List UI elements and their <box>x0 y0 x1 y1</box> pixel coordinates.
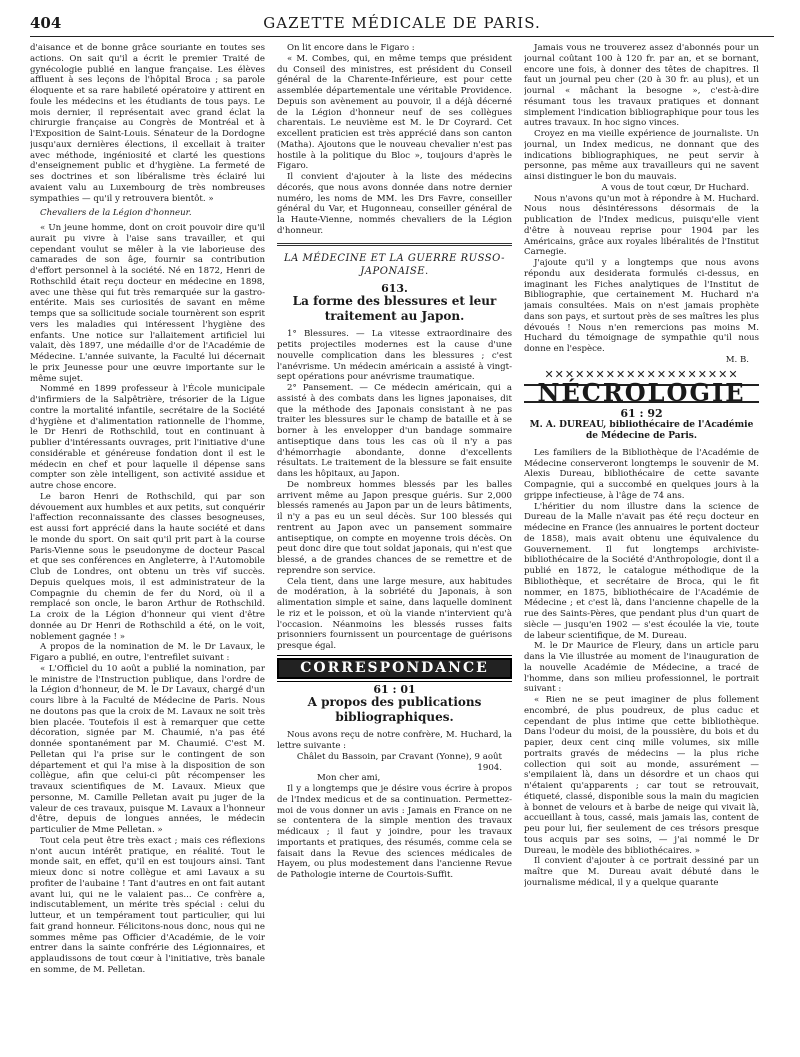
columns <box>30 43 774 1048</box>
paragraph: « L'Officiel du 10 août a publié la nomination, par le ministre de l'Instruction publique, dans l'ordre de la Légion d'honneur, de M. le Dr Lavaux, chargé d'un cours libre à la Faculté de Médecine de Paris. Nous ne doutons pas que la croix de M. Lavaux ne soit très bien placée. Toutefois il est à remarquer que cette décoration, signée par M. Chaumié, n'a pas été donnée spontanément par M. Chaumié. C'est M. Pelletan qui l'a prise sur le contingent de son département et qui l'a mise à la disposition de son collègue, afin que celui-ci pût récompenser les travaux scientifiques de M. Lavaux. Mieux que personne, M. Camille Pelletan avait pu juger de la valeur de ces travaux, puisque M. Lavaux a l'honneur d'être, depuis de longues années, le médecin particulier de Mme Pelletan. » <box>30 663 265 835</box>
paragraph: Tout cela peut être très exact ; mais ces réflexions n'ont aucun intérêt pratique, en réalité. Tout le monde sait, en effet, qu'il en est toujours ainsi. Tant mieux donc si notre collègue et ami Lavaux a su profiter de l'aubaine ! Tant d'autres en ont fait autant avant lui, qui ne le valaient pas... Ce confrère a, indiscutablement, un mérite très spécial : celui du lutteur, et un tempérament tout particulier, qui lui fait grand honneur. Félicitons-nous donc, nous qui ne sommes même pas Officier d'Académie, de le voir entrer dans la sainte confrérie des Légionnaires, et applaudissons de tout cœur à l'initiative, très banale en somme, de M. Pelletan. <box>30 835 265 975</box>
paragraph: Les familiers de la Bibliothèque de l'Académie de Médecine conserveront longtemps le souvenir de M. Alexis Dureau, bibliothécaire de cette savante Compagnie, qui a succombé en quelques jours à la grippe infectieuse, à l'âge de 74 ans. <box>524 447 759 501</box>
paragraph: Le baron Henri de Rothschild, qui par son dévouement aux humbles et aux petits, sut conquérir l'affection reconnaissante des classes besogneuses, est aussi fort apprécié dans la haute société et dans le monde du sport. On sait qu'il prit part à la course Paris-Vienne sous le pseudonyme de docteur Pascal et que ses conférences en Angleterre, à l'Automobile Club de Londres, ont obtenu un très vif succès. Depuis quelques mois, il est administrateur de la Compagnie du chemin de fer du Nord, où il a remplacé son oncle, le baron Arthur de Rothschild. La croix de la Légion d'honneur qui vient d'être donnée au Dr Henri de Rothschild a été, on le voit, noblement gagnée ! » <box>30 491 265 642</box>
article-number: 61 : 92 <box>620 407 663 420</box>
paragraph: Jamais vous ne trouverez assez d'abonnés pour un journal coûtant 100 à 120 fr. par an, et se bornant, encore une fois, à donner des têtes de chapitres. Il faut un journal peu cher (20 à 30 fr. au plus), et un journal « mâchant la besogne », c'est-à-dire résumant tous les travaux pratiques et donnant simplement l'indication bibliographique pour tous les autres travaux. In hoc signo vinces. <box>524 43 759 129</box>
article-title: A propos des publications bibliographiques. <box>307 695 482 725</box>
paragraph: Il y a longtemps que je désire vous écrire à propos de l'Index medicus et de sa continuation. Permettez-moi de vous donner un avis : Jamais en France on ne se contentera de la simple mention des travaux médicaux ; il faut y joindre, pour les travaux importants et pratiques, des résumés, comme cela se faisait dans la Revue des sciences médicales de Hayem, ou plus modestement dans l'ancienne Revue de Pathologie interne de Courtois-Suffit. <box>277 784 512 880</box>
article-title: M. A. DUREAU, bibliothécaire de l'Académie de Médecine de Paris. <box>529 419 754 441</box>
paragraph: M. le Dr Maurice de Fleury, dans un article paru dans la Vie illustrée au moment de l'inauguration de la nouvelle Académie de Médecine, a tracé de l'homme, dans son milieu professionnel, le portrait suivant : <box>524 641 759 695</box>
column-1 <box>30 43 265 1048</box>
paragraph: d'aisance et de bonne grâce souriante en toutes ses actions. On sait qu'il a écrit le premier Traité de gynécologie publié en langue française. Les élèves affluent à ses leçons de l'hôpital Broca ; sa parole éloquente et sa rare habileté opératoire y attirent en foule les médecins et les étudiants de tous pays. Le mois dernier, il représentait avec grand éclat la chirurgie française au Congrès de Montréal et à l'Exposition de Saint-Louis. Sénateur de la Dordogne jusqu'aux dernières élections, il excellait à traiter avec méthode, ingéniosité et clarté les questions d'enseignement public et d'hygiène. La fermeté de ses doctrines et son libéralisme très éclairé lui avaient valu au Luxembourg de très nombreuses sympathies — qu'il y retrouvera bientôt. » <box>30 43 265 204</box>
page-header <box>30 14 774 37</box>
article-title: La forme des blessures et leur traitement au Japon. <box>292 294 497 324</box>
paragraph: De nombreux hommes blessés par les balles arrivent même au Japon presque guéris. Sur 2,000 blessés ramenés au Japon par un de leurs bâtiments, il n'y a pas eu un seul décès. Sur 100 blessés qui rentrent au Japon avec un pansement sommaire antiseptique, on compte en moyenne trois décès. On peut donc dire que tout soldat japonais, qui n'est que blessé, a de grandes chances de se remettre et de reprendre son service. <box>277 479 512 576</box>
divider <box>277 243 512 246</box>
paragraph: « Rien ne se peut imaginer de plus follement encombré, de plus poudreux, de plus caduc et cependant de plus intime que cette bibliothèque. Dans l'odeur du moisi, de la poussière, du bois et du papier, deux cent cinq mille volumes, six mille portraits gravés de médecins — la plus riche collection qui soit au monde, assurément — s'empilaient là, dans un désordre et un chaos qui n'étaient qu'apparents ; car tout se retrouvait, étiqueté, classé, disponible sous la main du magicien à bonnet de velours et à barbe de neige qui vivait là, accueillant à tous, cassé, mais jamais las, content de peu pour lui, fier seulement de ces trésors presque tous acquis par ses soins, — j'ai nommé le Dr Dureau, le modèle des bibliothécaires. » <box>524 695 759 856</box>
article-number: 613. <box>381 281 408 295</box>
section-title: LA MÉDECINE ET LA GUERRE RUSSO-JAPONAISE. <box>283 252 506 277</box>
letter-place: Châlet du Bassoin, par Cravant (Yonne), 9 août 1904. <box>296 751 502 773</box>
journal-title: GAZETTE MÉDICALE DE PARIS. <box>263 14 541 32</box>
necrologie-heading: NÉCROLOGIE <box>524 384 759 403</box>
paragraph: Croyez en ma vieille expérience de journaliste. Un journal, un Index medicus, ne donnant que des indications bibliographiques, ne peut servir à personne, pas même aux travailleurs qui ne savent ainsi distinguer le bon du mauvais. <box>524 129 759 182</box>
letter-signature: A vous de tout cœur, Dr Huchard. <box>601 182 749 193</box>
paragraph: J'ajoute qu'il y a longtemps que nous avons répondu aux desiderata formulés ci-dessus, en imaginant les Fiches analytiques de l'Institut de Bibliographie, que certainement M. Huchard n'a jamais consultées. Mais on n'est jamais prophète dans son pays, et surtout près de ses maîtres les plus dévoués ! Nous n'en remercions pas moins M. Huchard du témoignage de sympathie qu'il nous donne en l'espèce. <box>524 258 759 354</box>
paragraph: On lit encore dans le Figaro : <box>287 43 415 53</box>
column-3 <box>524 43 759 1048</box>
paragraph: Il convient d'ajouter à ce portrait dessiné par un maître que M. Dureau avait débuté dans le journalisme médical, il y a quelque quarante <box>524 856 759 888</box>
paragraph: 2° Pansement. — Ce médecin américain, qui a assisté à des combats dans les lignes japonaises, dit que la méthode des Japonais consistant à ne pas traiter les blessures sur le champ de bataille et à se borner à les envelopper d'un bandage sommaire antiseptique dans tous les cas où il n'y a pas d'hémorrhagie abondante, donne d'excellents résultats. Le traitement de la blessure se fait ensuite dans les hôpitaux, au Japon. <box>277 383 512 479</box>
paragraph: Cela tient, dans une large mesure, aux habitudes de modération, à la sobriété du Japonais, à son alimentation simple et saine, dans laquelle dominent le riz et le poisson, et où la viande n'intervient qu'à l'occasion. Néanmoins les blessés russes faits prisonniers fournissent un pourcentage de guérisons presque égal. <box>277 576 512 651</box>
subheading: Chevaliers de la Légion d'honneur. <box>40 208 192 219</box>
page-number: 404 <box>30 14 62 32</box>
paragraph: Nommé en 1899 professeur à l'École municipale d'infirmiers de la Salpêtrière, trésorier de la Ligue contre la mortalité infantile, secrétaire de la Société d'hygiène et d'alimentation rationnelle de l'homme, le Dr Henri de Rothschild, tout en continuant à publier d'intéressants ouvrages, prit l'initiative d'une considérable et généreuse fondation dont il est le médecin en chef et pour laquelle il dépense sans compter son zèle intelligent, son activité assidue et autre chose encore. <box>30 384 265 491</box>
paragraph: Nous avons reçu de notre confrère, M. Huchard, la lettre suivante : <box>277 730 512 751</box>
article-number: 61 : 01 <box>373 682 416 696</box>
paragraph: Nous n'avons qu'un mot à répondre à M. Huchard. Nous nous désintéressons désormais de la publication de l'Index medicus, puisqu'elle vient d'être à nouveau reprise pour 1904 par les Américains, grâce aux royales libéralités de l'Institut Carnegie. <box>524 193 759 258</box>
paragraph: A propos de la nomination de M. le Dr Lavaux, le Figaro a publié, en outre, l'entrefilet suivant : <box>30 642 265 663</box>
ornament-divider: ✕✕✕✕✕✕✕✕✕✕✕✕✕✕✕✕✕✕✕ <box>544 367 739 381</box>
column-2 <box>277 43 512 1048</box>
paragraph: 1° Blessures. — La vitesse extraordinaire des petits projectiles modernes est la cause d'une nouvelle complication dans les blessures ; c'est l'anévrisme. Un médecin américain a assisté à vingt-sept opérations pour anévrisme traumatique. <box>277 329 512 383</box>
correspondance-banner: CORRESPONDANCE <box>277 658 512 679</box>
signature: M. B. <box>725 354 749 365</box>
paragraph: « Un jeune homme, dont on croit pouvoir dire qu'il aurait pu vivre à l'aise sans travailler, et qui cependant voulut se mêler à la vie laborieuse des camarades de son âge, fournir sa contribution d'effort personnel à la société. Né en 1872, Henri de Rothschild était reçu docteur en médecine en 1898, avec une thèse qui fut très remarquée sur la gastro-entérite. Mais ses curiosités de savant en même temps que sa sollicitude sociale tournèrent son esprit vers les maladies qui intéressent l'hygiène des enfants. Une notice sur l'allaitement artificiel lui valait, dès 1897, une médaille d'or de l'Académie de Médecine. L'année suivante, la Faculté lui décernait le prix Jeunesse pour une œuvre importante sur le même sujet. <box>30 223 265 384</box>
letter-salutation: Mon cher ami, <box>317 773 381 784</box>
paragraph: L'héritier du nom illustre dans la science de Dureau de la Malle n'avait pas été reçu docteur en médecine en France (les annuaires le portent docteur de 1858), mais avait obtenu une équivalence du Gouvernement. Il fut longtemps archiviste-bibliothécaire de la Société d'Anthropologie, dont il a publié en 1872, le catalogue méthodique de la Bibliothèque, et secrétaire de Broca, qui le fit nommer, en 1875, bibliothécaire de l'Académie de Médecine ; et c'est là, dans l'ancienne chapelle de la rue des Saints-Pères, que pendant plus d'un quart de siècle — jusqu'en 1902 — s'est écoulée la vie, toute de labeur scientifique, de M. Dureau. <box>524 501 759 641</box>
paragraph: « M. Combes, qui, en même temps que président du Conseil des ministres, est président du Conseil général de la Charente-Inférieure, est pour cette assemblée départementale une véritable Providence. Depuis son avènement au pouvoir, il a déjà décerné de la Légion d'honneur neuf de ses collègues charentais. Le neuvième est M. le Dr Coyrard. Cet excellent praticien est très apprécié dans son canton (Matha). Ajoutons que le nouveau chevalier n'est pas hostile à la politique du Bloc », toujours d'après le Figaro. <box>277 53 512 172</box>
paragraph: Il convient d'ajouter à la liste des médecins décorés, que nous avons donnée dans notre dernier numéro, les noms de MM. les Drs Favre, conseiller général du Var, et Hugonneau, conseiller général de la Haute-Vienne, nommés chevaliers de la Légion d'honneur. <box>277 172 512 236</box>
